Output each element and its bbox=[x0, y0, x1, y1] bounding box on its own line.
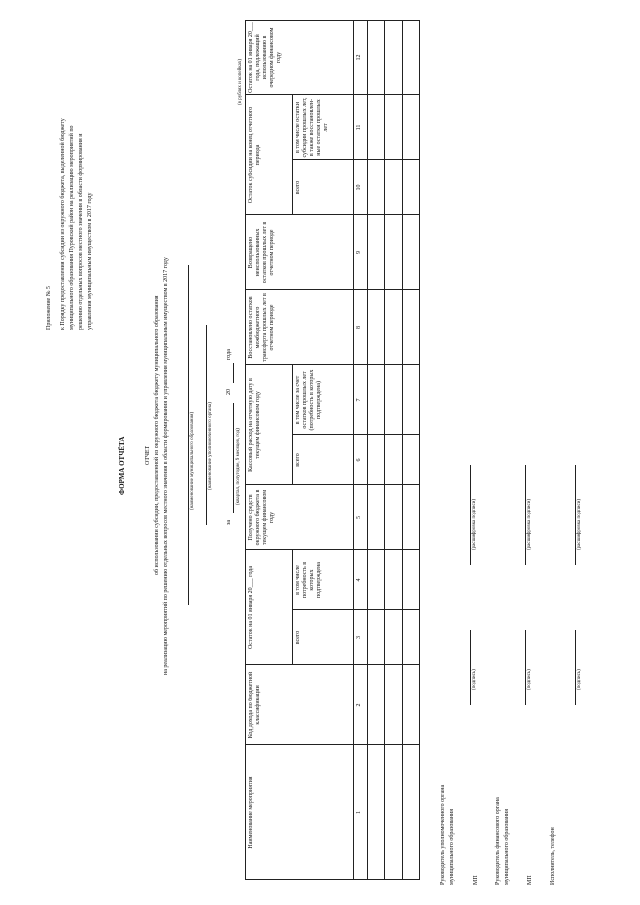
header-c12: Остаток на 01 января 20___ года, подлежащий использованию в очередном финансовом году bbox=[248, 22, 282, 93]
appendix-line-2: муниципального образования Пуровский район на реализацию мероприятий по bbox=[69, 125, 75, 330]
period-prefix: за bbox=[226, 519, 232, 525]
header-c67: Кассовый расход на отчетную дату в текущем финансовом году bbox=[248, 378, 261, 472]
report-word: ОТЧЕТ bbox=[145, 445, 151, 465]
appendix-line-3: решению отдельных вопросов местного значения в области формирования и bbox=[78, 133, 84, 330]
signature-caption-2: (подпись) bbox=[527, 669, 532, 690]
col-num-11: 11 bbox=[356, 124, 362, 131]
header-c4: в том числе потребность в которых подтверждена bbox=[295, 561, 322, 599]
subtitle-line-1: об использовании субсидии, предоставленной из окружного бюджета бюджету муниципального образования bbox=[154, 295, 160, 575]
header-c5: Получено средств окружного бюджета в текущем финансовом году bbox=[248, 489, 275, 546]
decoding-caption-2: (расшифровка подписи) bbox=[527, 498, 532, 550]
period-year-prefix: 20 bbox=[226, 389, 232, 395]
col-num-9: 9 bbox=[356, 251, 362, 254]
authorized-body-line bbox=[206, 325, 207, 525]
mp-label-2: МП bbox=[527, 875, 533, 885]
col-num-4: 4 bbox=[356, 578, 362, 582]
header-c1: Наименование мероприятия bbox=[248, 776, 254, 849]
header-c6: всего bbox=[295, 453, 301, 467]
municipality-caption: (наименование муниципального образования) bbox=[190, 411, 195, 510]
decoding-caption-3: (расшифровка подписи) bbox=[577, 498, 582, 550]
col-num-2: 2 bbox=[356, 703, 362, 707]
head-finance-line-1: Руководитель финансового органа bbox=[495, 797, 501, 885]
col-num-12: 12 bbox=[356, 54, 362, 61]
subtitle-line-2: на реализацию мероприятий по решению отдельных вопросов местного значения в области формирования и управления муниципальным имуществом в 2017 году bbox=[163, 257, 169, 675]
col-num-8: 8 bbox=[356, 326, 362, 329]
decoding-caption-1: (расшифровка подписи) bbox=[472, 498, 477, 550]
units-label: (в рублях и копейках) bbox=[238, 58, 243, 105]
header-c9: Возвращено неиспользованных остатков прошлых лет в отчетном периоде bbox=[248, 221, 275, 284]
mp-label-1: МП bbox=[473, 875, 479, 885]
appendix-line-4: управления муниципальным имуществом в 2017 году bbox=[87, 192, 93, 330]
table-frame bbox=[245, 20, 420, 880]
head-authorized-line-2: муниципального образования bbox=[449, 809, 455, 885]
header-c2: Код дохода по бюджетной классификации bbox=[248, 671, 261, 739]
col-num-3: 3 bbox=[356, 636, 362, 639]
col-num-7: 7 bbox=[356, 398, 362, 402]
col-num-5: 5 bbox=[356, 516, 362, 519]
signature-caption-3: (подпись) bbox=[577, 669, 582, 690]
col-num-10: 10 bbox=[356, 184, 362, 191]
appendix-number: Приложение № 5 bbox=[46, 286, 52, 330]
period-year-suffix: года bbox=[226, 349, 232, 360]
header-c1011: Остаток субсидии на конец отчетного периода bbox=[248, 106, 261, 204]
form-title: ФОРМА ОТЧЁТА bbox=[118, 436, 126, 495]
header-c34: Остаток на 01 января 20___ года bbox=[248, 565, 254, 650]
header-c10: всего bbox=[295, 180, 301, 195]
head-finance-line-2: муниципального образования bbox=[504, 809, 510, 885]
period-year-line bbox=[233, 363, 234, 383]
header-c8: Восстановлено остатков межбюджетного трансферта прошлых лет в отчетном периоде bbox=[248, 293, 275, 362]
authorized-body-caption: (наименование уполномоченного органа) bbox=[208, 402, 213, 490]
head-authorized-line-1: Руководитель уполномоченного органа bbox=[440, 784, 446, 885]
header-c7: в том числе за счет остатков прошлых лет (потребность в которых подтверждена) bbox=[295, 369, 322, 431]
executor-label: Исполнитель, телефон bbox=[550, 827, 556, 885]
signature-caption-1: (подпись) bbox=[472, 669, 477, 690]
header-c11: в том числе остатки субсидии прошлых лет, в также восстановлен-ные остатки прошлых лет bbox=[295, 97, 329, 158]
period-line bbox=[233, 403, 234, 513]
municipality-line bbox=[188, 265, 189, 605]
header-c3: всего bbox=[295, 630, 301, 645]
col-num-6: 6 bbox=[356, 458, 362, 462]
period-caption: (квартал, полугодие, 9 месяцев, год) bbox=[236, 428, 241, 505]
appendix-line-1: к Порядку предоставления субсидии из окружного бюджета, выделенной бюджету bbox=[60, 118, 66, 330]
col-num-1: 1 bbox=[356, 811, 362, 814]
